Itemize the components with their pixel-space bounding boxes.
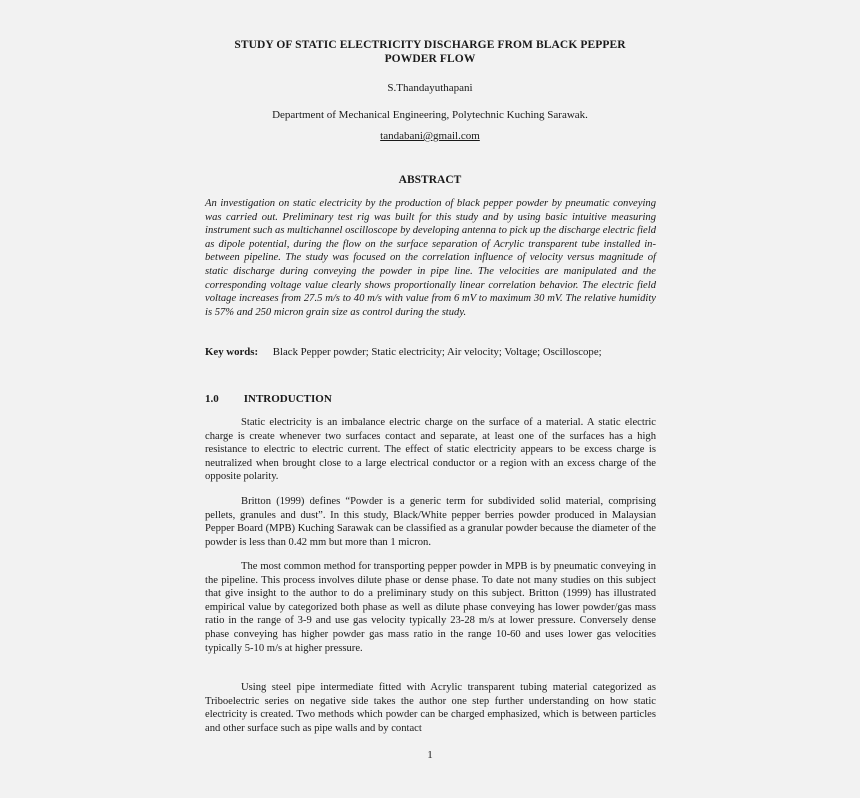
abstract-text: An investigation on static electricity by the production of black pepper powder by pneumatic conveying was carried out. Preliminary test rig was built for this study and by using basic intuitive measuring instrument such as multichannel oscilloscope by developing antenna to pick up the discharge electric field as dipole potential, during the flow on the surface separation of Acrylic transparent tube installed in-between pipeline. The study was focused on the correlation influence of velocity versus magnitude of static discharge during conveying the powder in pipe line. The velocities are manipulated and the corresponding voltage value clearly shows proportionally linear correlation behavior. The electric field voltage increases from 27.5 m/s to 40 m/s with value from 6 mV to maximum 30 mV. The relative humidity is 57% and 250 micron grain size as control during the study. xyxy=(205,198,656,318)
section-heading-introduction xyxy=(205,392,332,406)
abstract-heading: ABSTRACT xyxy=(398,174,462,186)
section-title: INTRODUCTION xyxy=(243,393,332,405)
keywords-label: Key words: xyxy=(205,346,259,358)
body-paragraph: Static electricity is an imbalance electric charge on the surface of a material. A static electric charge is create whenever two surfaces contact and separate, at least one of the surfaces has a high resistance to electric to electric current. The effect of static electricity appears to be excess charge is neutralized when brought close to a large electrical conductor or a region with an excess charge of the opposite polarity. xyxy=(205,417,656,483)
author-name: S.Thandayuthapani xyxy=(387,82,473,94)
paper-title xyxy=(180,38,680,66)
keywords-line xyxy=(205,345,665,359)
author-email-link[interactable]: tandabani@gmail.com xyxy=(380,130,480,142)
page-number: 1 xyxy=(427,749,433,761)
body-paragraph: The most common method for transporting pepper powder in MPB is by pneumatic conveying in the pipeline. This process involves dilute phase or dense phase. To date not many studies on this subject that give insight to the author to do a preliminary study on this subject. Britton (1999) has illustrated empirical value by categorized both phase as well as dilute phase conveying has lower powder/gas mass ratio in the range of 3-9 and use gas velocity typically 23-28 m/s at lower pressure. Conversely dense phase conveying has higher powder gas mass ratio in the range 10-60 and uses lower gas velocities typically 5-10 m/s at higher pressure. xyxy=(205,561,656,654)
section-number: 1.0 xyxy=(205,393,219,405)
body-paragraph: Britton (1999) defines “Powder is a generic term for subdivided solid material, comprising pellets, granules and dust”. In this study, Black/White pepper berries powder produced in Malaysian Pepper Board (MPB) Kuching Sarawak can be classified as a granular powder because the diameter of the powder is less than 0.42 mm but more than 1 micron. xyxy=(205,496,656,548)
paper-title-line-1: STUDY OF STATIC ELECTRICITY DISCHARGE FROM BLACK PEPPER xyxy=(234,39,626,51)
body-paragraph: Using steel pipe intermediate fitted with Acrylic transparent tubing material categorized as Triboelectric series on negative side takes the author one step further understanding on how static electricity is created. Two methods which powder can be charged emphasized, which is between particles and other surface such as pipe walls and by contact xyxy=(205,682,656,734)
paper-title-line-2: POWDER FLOW xyxy=(384,53,476,65)
keywords-text: Black Pepper powder; Static electricity; Air velocity; Voltage; Oscilloscope; xyxy=(272,346,602,358)
author-affiliation: Department of Mechanical Engineering, Polytechnic Kuching Sarawak. xyxy=(272,109,588,121)
